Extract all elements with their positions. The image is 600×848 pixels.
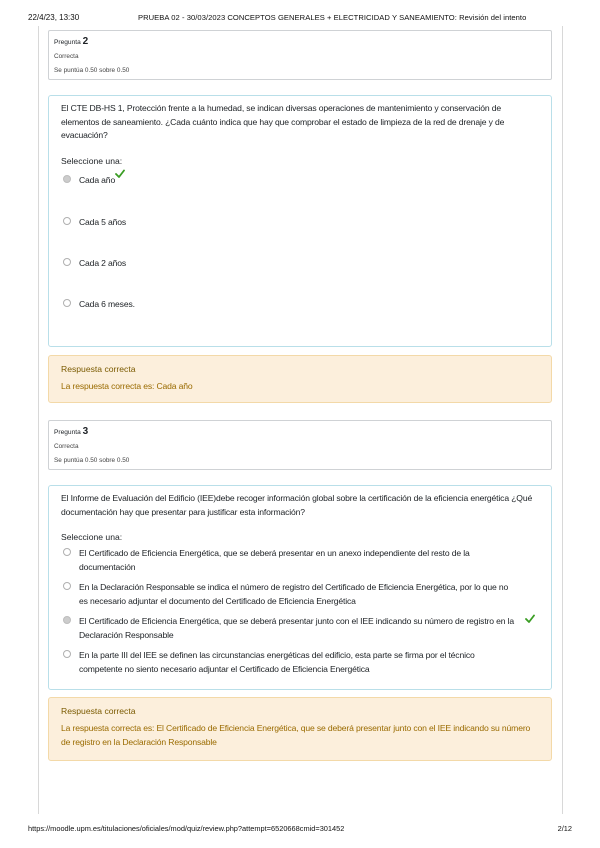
check-icon [115, 169, 125, 179]
radio-option-d[interactable] [63, 299, 71, 307]
question-number-value: 2 [82, 36, 89, 47]
question-number [54, 426, 88, 437]
option-b[interactable] [63, 581, 533, 609]
page-border-left [38, 26, 39, 814]
option-b[interactable] [63, 216, 533, 230]
check-icon [525, 614, 535, 624]
print-footer [28, 824, 572, 836]
option-c-label: El Certificado de Eficiencia Energética, que se deberá presentar junto con el IEE indicando su número de registro en la Declaración Responsable [79, 616, 515, 640]
page-border-right [562, 26, 563, 814]
option-a-label: El Certificado de Eficiencia Energética, que se deberá presentar en un anexo independiente del resto de la documentación [79, 548, 470, 572]
radio-option-c[interactable] [63, 616, 71, 624]
select-prompt: Seleccione una: [61, 156, 123, 166]
option-a[interactable] [63, 547, 533, 575]
question-state: Correcta [54, 53, 79, 60]
radio-option-b[interactable] [63, 582, 71, 590]
print-title: PRUEBA 02 - 30/03/2023 CONCEPTOS GENERALES + ELECTRICIDAD Y SANEAMIENTO: Revisión del intento [138, 13, 527, 22]
feedback-answer: La respuesta correcta es: El Certificado de Eficiencia Energética, que se deberá presentar junto con el IEE indicando su número de registro en la Declaración Responsable [61, 723, 531, 747]
option-c[interactable] [63, 615, 533, 643]
radio-option-c[interactable] [63, 258, 71, 266]
question-3-feedback [48, 697, 552, 761]
print-header [28, 13, 572, 25]
question-text: El CTE DB-HS 1, Protección frente a la humedad, se indican diversas operaciones de mantenimiento y conservación de elementos de saneamiento. ¿Cada cuánto indica que hay que comprobar el estado de limpieza de la red de drenaje y de evacuación? [61, 103, 505, 140]
question-state: Correcta [54, 443, 79, 450]
radio-option-d[interactable] [63, 650, 71, 658]
option-d-label: Cada 6 meses. [79, 299, 135, 309]
feedback-title: Respuesta correcta [61, 706, 136, 716]
question-grade: Se puntúa 0.50 sobre 0.50 [54, 67, 130, 74]
option-a[interactable] [63, 174, 533, 188]
question-label: Pregunta [54, 429, 81, 436]
option-d-label: En la parte III del IEE se definen las circunstancias energéticas del edificio, esta parte se firma por el técnico competente no siento necesario adjuntar el Certificado de Eficiencia Energética [79, 650, 475, 674]
option-c[interactable] [63, 257, 533, 271]
print-page-number: 2/12 [557, 824, 572, 833]
question-3-content [48, 485, 552, 690]
question-label: Pregunta [54, 39, 81, 46]
print-url: https://moodle.upm.es/titulaciones/oficiales/mod/quiz/review.php?attempt=6520668cmid=301452 [28, 824, 345, 833]
question-number-value: 3 [82, 426, 89, 437]
option-b-label: En la Declaración Responsable se indica el número de registro del Certificado de Eficiencia Energética, por lo que no es necesario adjuntar el documento del Certificado de Eficiencia Energética [79, 582, 509, 606]
option-b-label: Cada 5 años [79, 217, 127, 227]
radio-option-b[interactable] [63, 217, 71, 225]
option-d[interactable] [63, 298, 533, 312]
feedback-answer: La respuesta correcta es: Cada año [61, 381, 193, 391]
question-number [54, 36, 88, 47]
select-prompt: Seleccione una: [61, 532, 123, 542]
option-c-label: Cada 2 años [79, 258, 127, 268]
question-2-info [48, 30, 552, 80]
radio-option-a[interactable] [63, 548, 71, 556]
print-datetime: 22/4/23, 13:30 [28, 13, 80, 22]
feedback-title: Respuesta correcta [61, 364, 136, 374]
radio-option-a[interactable] [63, 175, 71, 183]
question-text: El Informe de Evaluación del Edificio (IEE)debe recoger información global sobre la certificación de la eficiencia energética ¿Qué documentación hay que presentar para justificar esta información? [61, 493, 533, 517]
question-2-feedback [48, 355, 552, 403]
question-grade: Se puntúa 0.50 sobre 0.50 [54, 457, 130, 464]
option-d[interactable] [63, 649, 533, 677]
question-3-info [48, 420, 552, 470]
option-a-label: Cada año [79, 175, 116, 185]
question-2-content [48, 95, 552, 347]
